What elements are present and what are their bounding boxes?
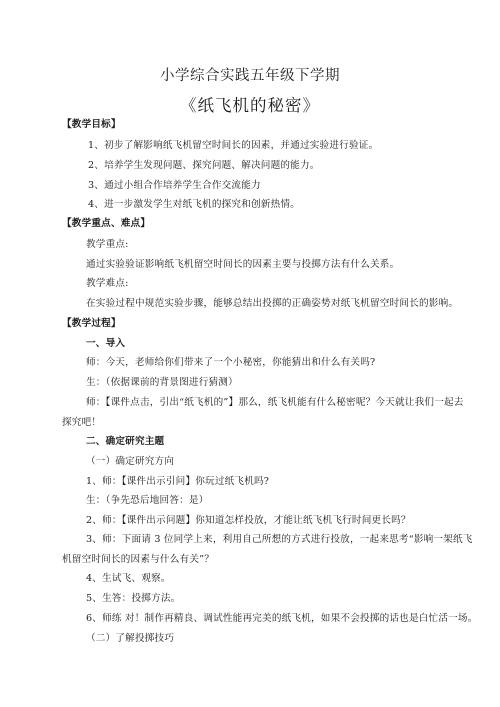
goal-item: 4、进一步激发学生对纸飞机的探究和创新热情。 xyxy=(88,199,300,210)
part1-header: 一、导入 xyxy=(86,338,126,349)
part1-line: 师：【课件点击，引出“纸飞机的”】那么，纸飞机能有什么秘密呢？今天就让我们一起去 xyxy=(86,397,464,408)
document-subtitle: 小学综合实践五年级下学期 xyxy=(160,68,340,84)
part2-line: 机留空时间长的因素与什么有关”？ xyxy=(62,554,215,565)
part2-subheader: （一）确定研究方向 xyxy=(86,456,175,467)
part2-line: 3、师：下面请 3 位同学上来，利用自己所想的方式进行投放，一起来思考“影响一架纸飞 xyxy=(86,534,473,545)
section-header-goals: 【教学目标】 xyxy=(62,119,121,130)
difficulty-label: 教学难点: xyxy=(86,278,129,289)
part2-subheader: （二）了解投掷技巧 xyxy=(86,633,175,644)
keypoint-text: 通过实验验证影响纸飞机留空时间长的因素主要与投掷方法有什么关系。 xyxy=(86,259,400,270)
part2-line: 2、师：【课件出示问题】你知道怎样投放，才能让纸飞机飞行时间更长吗？ xyxy=(86,515,411,526)
part1-line: 师：今天，老师给你们带来了一个小秘密，你能猜出和什么有关吗? xyxy=(86,357,376,368)
part1-line: 生：（依据课前的背景图进行猜测） xyxy=(86,377,238,388)
goal-item: 1、初步了解影响纸飞机留空时间长的因素，并通过实验进行验证。 xyxy=(88,140,379,151)
part2-line: 生：（争先恐后地回答：是） xyxy=(86,495,209,506)
part1-line: 探究吧！ xyxy=(62,417,102,428)
goal-item: 2、培养学生发现问题、探究问题、解决问题的能力。 xyxy=(88,160,320,171)
part2-line: 1、师：【课件出示引问】你玩过纸飞机吗? xyxy=(86,476,270,487)
section-header-process: 【教学过程】 xyxy=(62,318,121,329)
difficulty-text: 在实验过程中规范实验步骤，能够总结出投掷的正确姿势对纸飞机留空时间长的影响。 xyxy=(86,298,459,309)
part2-line: 6、师练 对！制作再精良、调试性能再完美的纸飞机，如果不会投掷的话也是白忙活一场。 xyxy=(86,613,478,624)
part2-line: 5、生答：投掷方法。 xyxy=(86,593,181,604)
goal-item: 3、通过小组合作培养学生合作交流能力 xyxy=(88,180,261,191)
part2-header: 二、确定研究主题 xyxy=(86,436,165,447)
section-header-keypoints: 【教学重点、难点】 xyxy=(62,218,151,229)
document-title: 《纸飞机的秘密》 xyxy=(180,96,320,115)
part2-line: 4、生试飞、观察。 xyxy=(86,573,171,584)
keypoint-label: 教学重点: xyxy=(86,239,129,250)
